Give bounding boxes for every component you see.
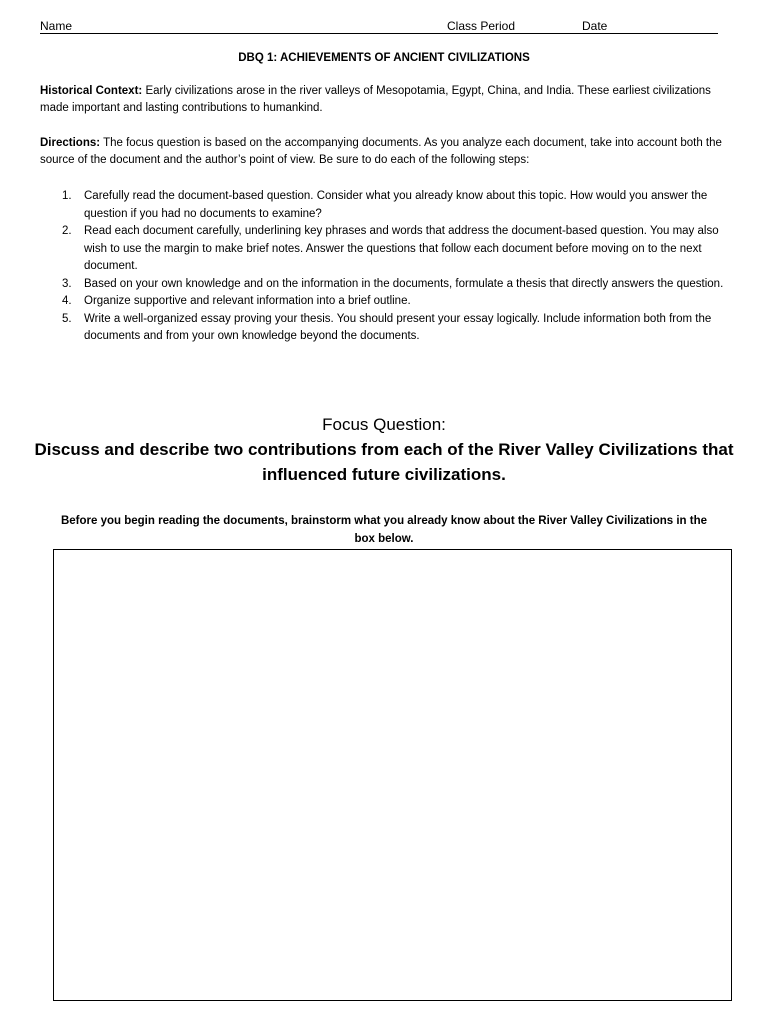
name-label: Name [40, 19, 73, 33]
historical-context-text: Early civilizations arose in the river valleys of Mesopotamia, Egypt, China, and India. These earliest civilizations made important and lasting contributions to humankind. [40, 85, 711, 114]
page-title: DBQ 1: ACHIEVEMENTS OF ANCIENT CIVILIZATIONS [238, 52, 530, 64]
step-number: 4. [62, 295, 72, 307]
step-number: 3. [62, 277, 72, 290]
step-text: Organize supportive and relevant information into a brief outline. [84, 295, 411, 307]
historical-context-label: Historical Context: [40, 85, 143, 97]
directions-text: The focus question is based on the accompanying documents. As you analyze each document, take into account both the source of the document and the author’s point of view. Be sure to do each of the following steps: [40, 137, 722, 166]
historical-context [40, 83, 732, 117]
focus-question-label: Focus Question: [322, 415, 446, 434]
class-period-label: Class Period [447, 19, 516, 33]
step-number: 1. [62, 190, 72, 202]
steps-list [40, 188, 732, 346]
step-text: Write a well-organized essay proving your thesis. You should present your essay logically. Include information both from the documents and from your own knowledge beyond the documents. [84, 312, 712, 342]
header-line [40, 18, 718, 34]
step-text: Based on your own knowledge and on the information in the documents, formulate a thesis that directly answers the question. [84, 277, 724, 290]
list-item [40, 188, 732, 223]
date-label: Date [582, 19, 608, 33]
directions [40, 135, 732, 169]
step-number: 2. [62, 225, 72, 237]
focus-question [20, 412, 748, 487]
focus-question-text: Discuss and describe two contributions from each of the River Valley Civilizations that influenced future civilizations. [34, 440, 734, 484]
step-text: Carefully read the document-based question. Consider what you already know about this topic. How would you answer the question if you had no documents to examine? [84, 190, 708, 220]
step-text: Read each document carefully, underlining key phrases and words that address the document-based question. You may also wish to use the margin to make brief notes. Answer the questions that follow each document before moving on to the next document. [84, 225, 719, 272]
brainstorm-box[interactable] [53, 549, 732, 1001]
list-item [40, 276, 732, 294]
brainstorm-instruction: Before you begin reading the documents, brainstorm what you already know about the River Valley Civilizations in the box below. [60, 515, 708, 545]
header-underline [40, 33, 718, 34]
step-number: 5. [62, 312, 72, 325]
list-item [40, 293, 732, 311]
list-item [40, 311, 732, 346]
directions-label: Directions: [40, 137, 101, 149]
list-item [40, 223, 732, 276]
